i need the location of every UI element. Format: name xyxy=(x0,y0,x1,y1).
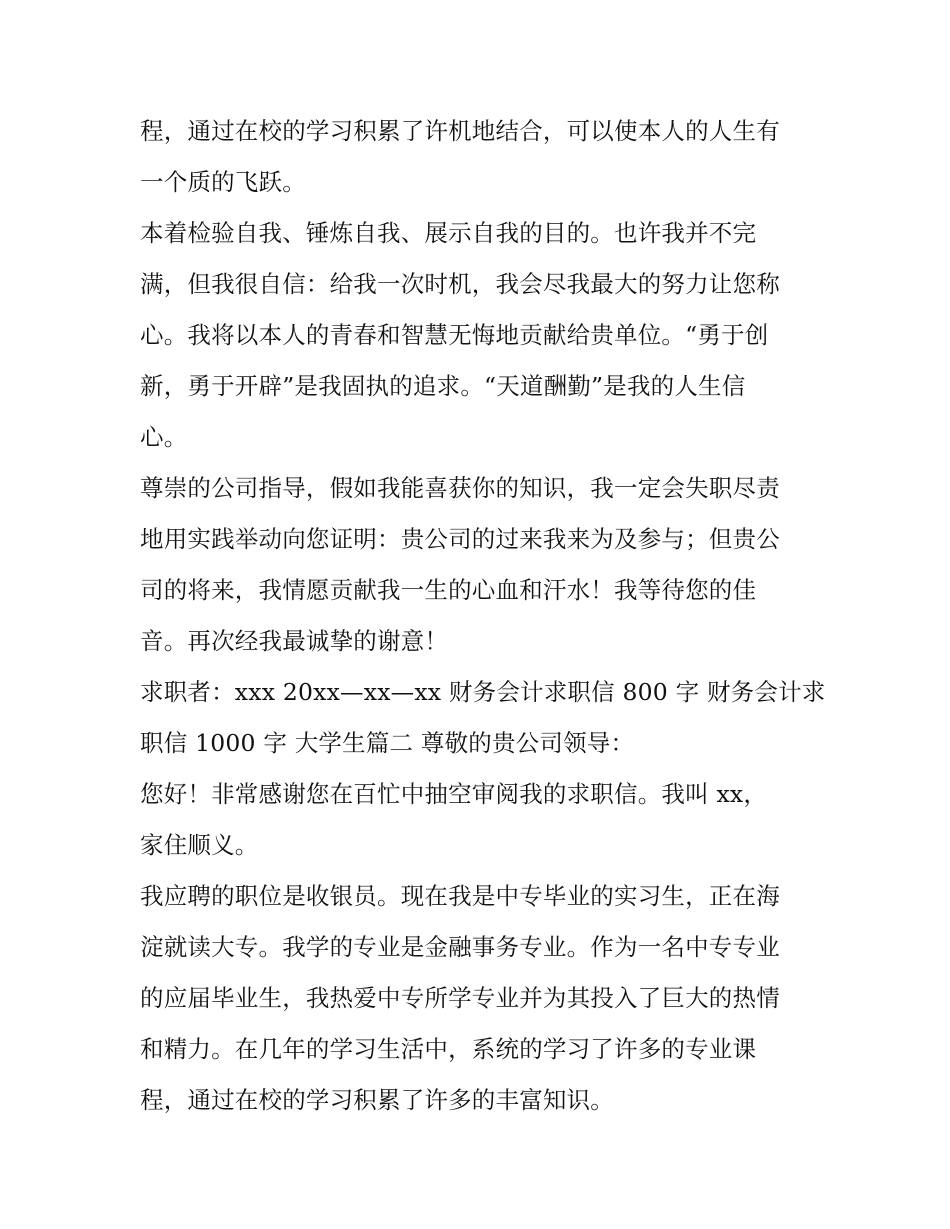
text-line: 音。再次经我最诚挚的谢意！ xyxy=(140,627,449,655)
text-line: 心。我将以本人的青春和智慧无悔地贡献给贵单位。“勇于创 xyxy=(140,321,769,349)
text-line: 满，但我很自信：给我一次时机，我会尽我最大的努力让您称 xyxy=(140,270,780,298)
text-line: 新，勇于开辟”是我固执的追求。“天道酬勤”是我的人生信 xyxy=(140,372,746,400)
text-line: 心。 xyxy=(140,423,188,451)
text-line: 的应届毕业生，我热爱中专所学专业并为其投入了巨大的热情 xyxy=(140,984,780,1012)
text-line: 司的将来，我情愿贡献我一生的心血和汗水！我等待您的佳 xyxy=(140,576,757,604)
text-line: 我应聘的职位是收银员。现在我是中专毕业的实习生，正在海 xyxy=(140,882,780,910)
text-line: 程，通过在校的学习积累了许多的丰富知识。 xyxy=(140,1086,614,1114)
document-body xyxy=(140,106,826,1126)
text-line: 家住顺义。 xyxy=(140,831,259,859)
text-line: 尊崇的公司指导，假如我能喜获你的知识，我一定会失职尽责 xyxy=(140,474,780,502)
text-line: 求职者：xxx 20xx—xx—xx 财务会计求职信 800 字 财务会计求 xyxy=(140,678,826,706)
text-line: 一个质的飞跃。 xyxy=(140,168,306,196)
text-line: 您好！非常感谢您在百忙中抽空审阅我的求职信。我叫 xx， xyxy=(140,780,768,808)
text-line: 职信 1000 字 大学生篇二 尊敬的贵公司领导： xyxy=(140,729,635,757)
text-line: 本着检验自我、锤炼自我、展示自我的目的。也许我并不完 xyxy=(140,219,757,247)
text-line: 地用实践举动向您证明：贵公司的过来我来为及参与；但贵公 xyxy=(140,525,780,553)
text-line: 和精力。在几年的学习生活中，系统的学习了许多的专业课 xyxy=(140,1035,757,1063)
text-line: 淀就读大专。我学的专业是金融事务专业。作为一名中专专业 xyxy=(140,933,780,961)
text-line: 程，通过在校的学习积累了许机地结合，可以使本人的人生有 xyxy=(140,117,780,145)
